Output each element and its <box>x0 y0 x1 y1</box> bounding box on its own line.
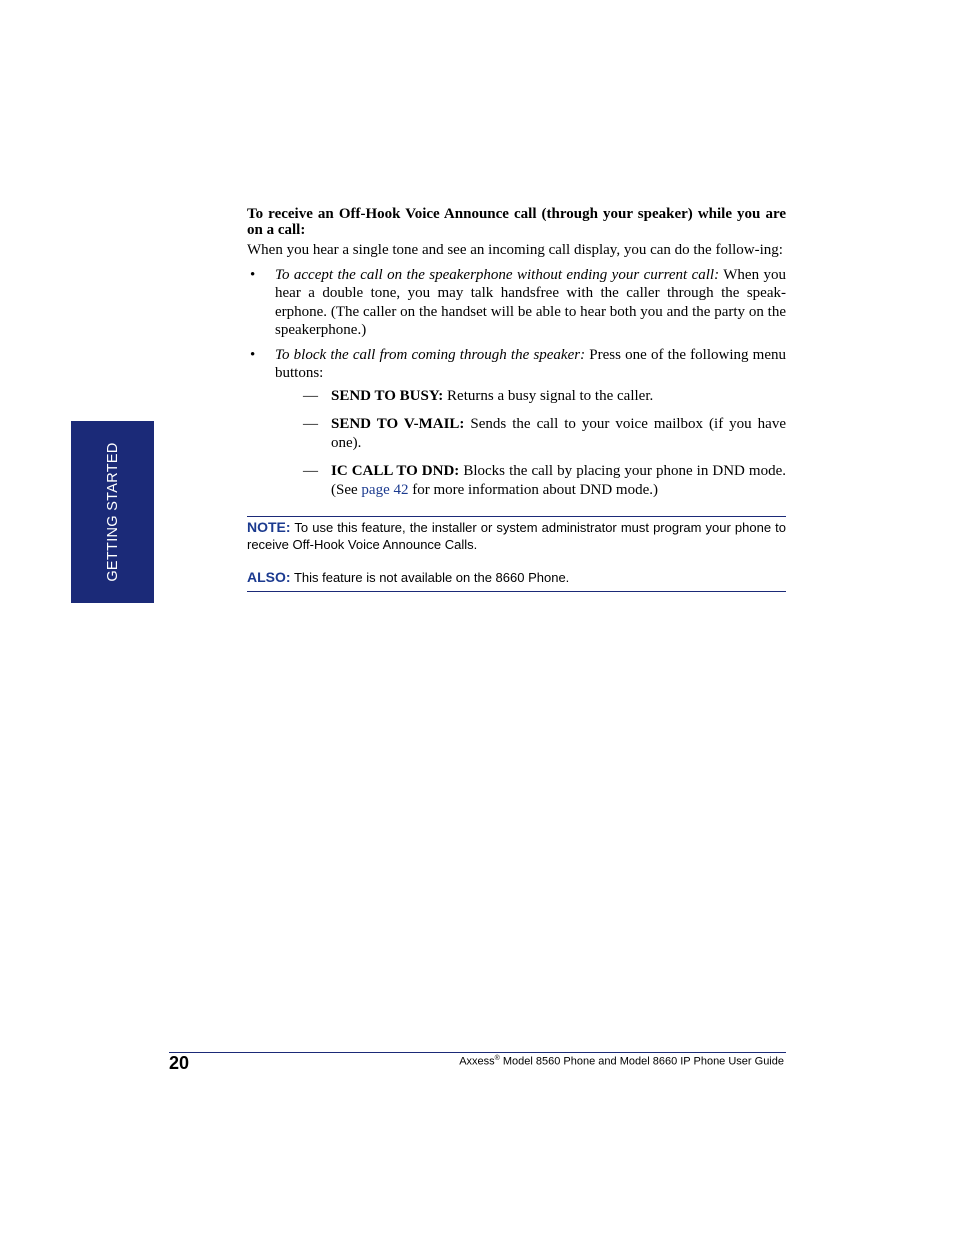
menu-button-item-ic-call-to-dnd <box>275 462 786 499</box>
menu-button-description: Blocks the call by placing your phone in DND mode. (See <box>331 463 787 498</box>
footer-brand: Axxess <box>459 1055 495 1068</box>
menu-button-item-send-to-vmail <box>275 415 786 452</box>
intro-paragraph: When you hear a single tone and see an incoming call display, you can do the follow-ing: <box>247 242 783 258</box>
menu-button-description-tail: for more information about DND mode.) <box>408 481 659 498</box>
menu-button-description: Returns a busy signal to the caller. <box>443 387 654 404</box>
page-number: 20 <box>169 1053 190 1073</box>
menu-button-name: SEND TO BUSY: <box>331 387 444 404</box>
note-box <box>247 516 786 592</box>
procedure-heading: To receive an Off-Hook Voice Announce call (through your speaker) while you are on a call: <box>247 206 786 238</box>
menu-button-list <box>275 387 786 500</box>
bullet-lead-in: To accept the call on the speakerphone without ending your current call: <box>275 266 720 283</box>
main-content <box>247 206 786 592</box>
footer-guide-title <box>459 1055 784 1068</box>
bullet-lead-in: To block the call from coming through the speaker: <box>275 346 586 363</box>
menu-button-name: IC CALL TO DND: <box>331 463 460 479</box>
bullet-text: Press one of the following menu buttons: <box>275 346 786 381</box>
bullet-marker: • <box>250 346 256 363</box>
registered-mark: ® <box>494 1055 500 1062</box>
bullet-marker: • <box>250 266 256 283</box>
dash-marker: — <box>303 416 318 432</box>
menu-button-description: Sends the call to your voice mailbox (if you have one). <box>331 416 787 451</box>
side-tab-label: GETTING STARTED <box>104 442 121 582</box>
menu-button-item-send-to-busy <box>275 387 786 406</box>
option-list <box>247 266 786 500</box>
dash-marker: — <box>303 463 318 479</box>
list-item <box>247 266 786 340</box>
menu-button-name: SEND TO V-MAIL: <box>331 416 465 432</box>
note-label: NOTE: <box>247 519 291 535</box>
bullet-text: When you hear a double tone, you may talk handsfree with the caller through the speak-erphone. (The caller on the handset will be able to hear both you and the party on the speakerphone.) <box>275 266 786 338</box>
also-line <box>247 569 786 586</box>
list-item <box>247 346 786 500</box>
section-side-tab <box>71 421 154 603</box>
note-line <box>247 519 786 553</box>
note-text: To use this feature, the installer or system administrator must program your phone to receive Off-Hook Voice Announce Calls. <box>247 520 786 552</box>
footer-title: Model 8560 Phone and Model 8660 IP Phone User Guide <box>499 1055 784 1068</box>
dash-marker: — <box>303 387 318 404</box>
also-text: This feature is not available on the 8660 Phone. <box>290 570 570 585</box>
also-label: ALSO: <box>247 569 291 585</box>
footer-divider <box>169 1052 786 1053</box>
page-42-link[interactable]: page 42 <box>361 481 409 498</box>
